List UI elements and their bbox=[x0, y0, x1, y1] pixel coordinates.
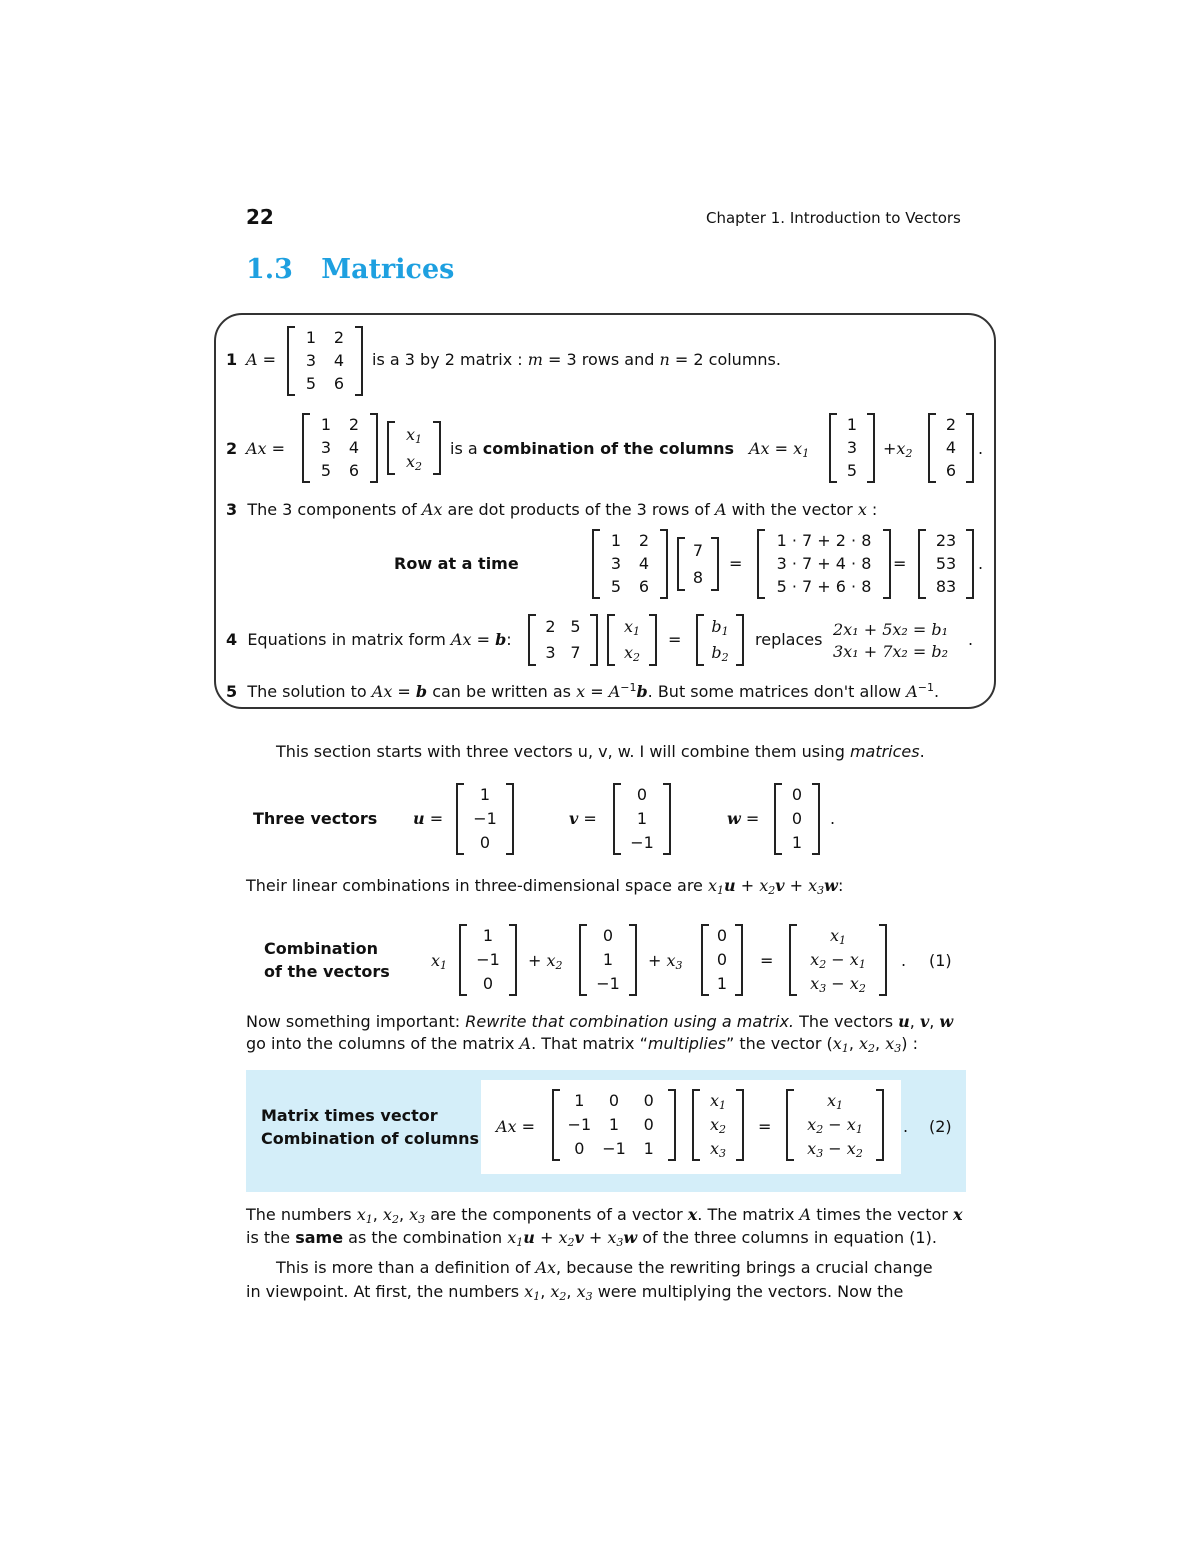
equals-combo: = bbox=[760, 951, 774, 970]
ax-eq: Ax = bbox=[496, 1117, 536, 1136]
item1-text: is a 3 by 2 matrix : m = 3 rows and n = 2 columns. bbox=[372, 350, 781, 369]
combo-result: $x_1$ $x_2 - x_1$ $x_3 - x_2$ bbox=[789, 924, 887, 996]
matrix-A-uvw: 1 0 0 −1 1 0 0 −1 1 bbox=[552, 1089, 676, 1161]
matrix-A: 1 2 3 4 5 6 bbox=[287, 326, 363, 396]
equation-number-2: (2) bbox=[929, 1117, 952, 1136]
vector-w: 0 0 1 bbox=[774, 783, 820, 855]
equation-1: 2x₁ + 5x₂ = b₁ bbox=[833, 620, 949, 639]
combo-vector-v: 0 1 −1 bbox=[579, 924, 637, 996]
page-number: 22 bbox=[246, 205, 274, 229]
running-title: Chapter 1. Introduction to Vectors bbox=[706, 209, 961, 227]
mtv-label-1: Matrix times vector bbox=[261, 1106, 438, 1125]
period-6: . bbox=[901, 951, 907, 970]
vector-v: 0 1 −1 bbox=[613, 783, 671, 855]
combination-label-1: Combination bbox=[264, 939, 379, 958]
period-5: . bbox=[830, 809, 836, 828]
item5-text: 5 The solution to Ax = b can be written as $x = A^{-1}b$. But some matrices don't allow $A^{-1}$. bbox=[226, 681, 940, 701]
plus-x3: + $x_3$ bbox=[648, 951, 683, 972]
item2-text: is a combination of the columns bbox=[450, 439, 735, 458]
dot-products: 1 · 7 + 2 · 8 3 · 7 + 4 · 8 5 · 7 + 6 · 8 bbox=[757, 529, 891, 599]
w-eq: w = bbox=[727, 809, 760, 828]
important-sentence: Now something important: Rewrite that combination using a matrix. The vectors u, v, w bbox=[246, 1012, 954, 1031]
period-4: . bbox=[968, 630, 974, 649]
item1-number: 1 bbox=[226, 350, 238, 369]
vector-x-4: $x_1$ $x_2$ bbox=[607, 614, 657, 666]
section-name: Matrices bbox=[321, 254, 455, 285]
columns-sentence: go into the columns of the matrix A. That matrix “multiplies” the vector ($x_1$, $x_2$, $x_3$) : bbox=[246, 1034, 918, 1055]
section-title bbox=[246, 254, 454, 285]
v-eq: v = bbox=[569, 809, 597, 828]
more-than-line1: This is more than a definition of Ax, because the rewriting brings a crucial change bbox=[276, 1258, 933, 1277]
vector-x-3: $x_1$ $x_2$ $x_3$ bbox=[692, 1089, 744, 1161]
row-at-a-time-label: Row at a time bbox=[394, 554, 519, 573]
item2-combo: $Ax = x_1$ bbox=[749, 439, 810, 460]
equals-4: = bbox=[668, 630, 682, 649]
coef-x1: $x_1$ bbox=[431, 951, 448, 972]
result-vector: 23 53 83 bbox=[918, 529, 974, 599]
numbers-paragraph-line1: The numbers $x_1$, $x_2$, $x_3$ are the components of a vector x. The matrix A times the vector x bbox=[246, 1205, 963, 1226]
equals-1: = bbox=[729, 554, 743, 573]
equals-2: = bbox=[893, 554, 907, 573]
matrix-A-2: 1 2 3 4 5 6 bbox=[302, 413, 378, 483]
column-2: 2 4 6 bbox=[928, 413, 974, 483]
vector-x: $x_1$ $x_2$ bbox=[387, 421, 441, 475]
item4-text: 4 Equations in matrix form Ax = b: bbox=[226, 630, 512, 649]
equation-number-1: (1) bbox=[929, 951, 952, 970]
viewpoint-line2: in viewpoint. At first, the numbers $x_1$, $x_2$, $x_3$ were multiplying the vectors. Now the bbox=[246, 1282, 904, 1303]
linear-combination-text: Their linear combinations in three-dimensional space are $x_1u + x_2v + x_3w$: bbox=[246, 876, 844, 897]
numbers-paragraph-line2: is the same as the combination $x_1u + x_2v + x_3w$ of the three columns in equation (1). bbox=[246, 1228, 937, 1249]
column-1: 1 3 5 bbox=[829, 413, 875, 483]
item2-plus: $+x_2$ bbox=[883, 439, 913, 460]
equals-2b: = bbox=[758, 1117, 772, 1136]
mtv-label-2: Combination of columns bbox=[261, 1129, 480, 1148]
section-number: 1.3 bbox=[246, 254, 293, 285]
equation-2: 3x₁ + 7x₂ = b₂ bbox=[833, 642, 949, 661]
intro-paragraph: This section starts with three vectors u, v, w. I will combine them using matrices. bbox=[276, 742, 925, 761]
item1-lhs: A = bbox=[246, 350, 277, 369]
matrix-A-3: 1 2 3 4 5 6 bbox=[592, 529, 668, 599]
period-7: . bbox=[903, 1117, 909, 1136]
u-eq: u = bbox=[413, 809, 444, 828]
plus-x2: + $x_2$ bbox=[528, 951, 563, 972]
vector-u: 1 −1 0 bbox=[456, 783, 514, 855]
vector-7-8: 7 8 bbox=[677, 537, 719, 591]
period-3: . bbox=[978, 554, 984, 573]
mtv-result: $x_1$ $x_2 - x_1$ $x_3 - x_2$ bbox=[786, 1089, 884, 1161]
replaces-text: replaces bbox=[755, 630, 823, 649]
three-vectors-label: Three vectors bbox=[253, 809, 378, 828]
matrix-2x2: 2 5 3 7 bbox=[528, 614, 598, 666]
item3-text: 3 The 3 components of Ax are dot products of the 3 rows of A with the vector x : bbox=[226, 500, 878, 519]
item2-lhs: Ax = bbox=[246, 439, 286, 458]
combination-label-2: of the vectors bbox=[264, 962, 390, 981]
vector-b: $b_1$ $b_2$ bbox=[696, 614, 744, 666]
period: . bbox=[978, 439, 984, 458]
combo-vector-w: 0 0 1 bbox=[701, 924, 743, 996]
item2-number: 2 bbox=[226, 439, 238, 458]
combo-vector-u: 1 −1 0 bbox=[459, 924, 517, 996]
